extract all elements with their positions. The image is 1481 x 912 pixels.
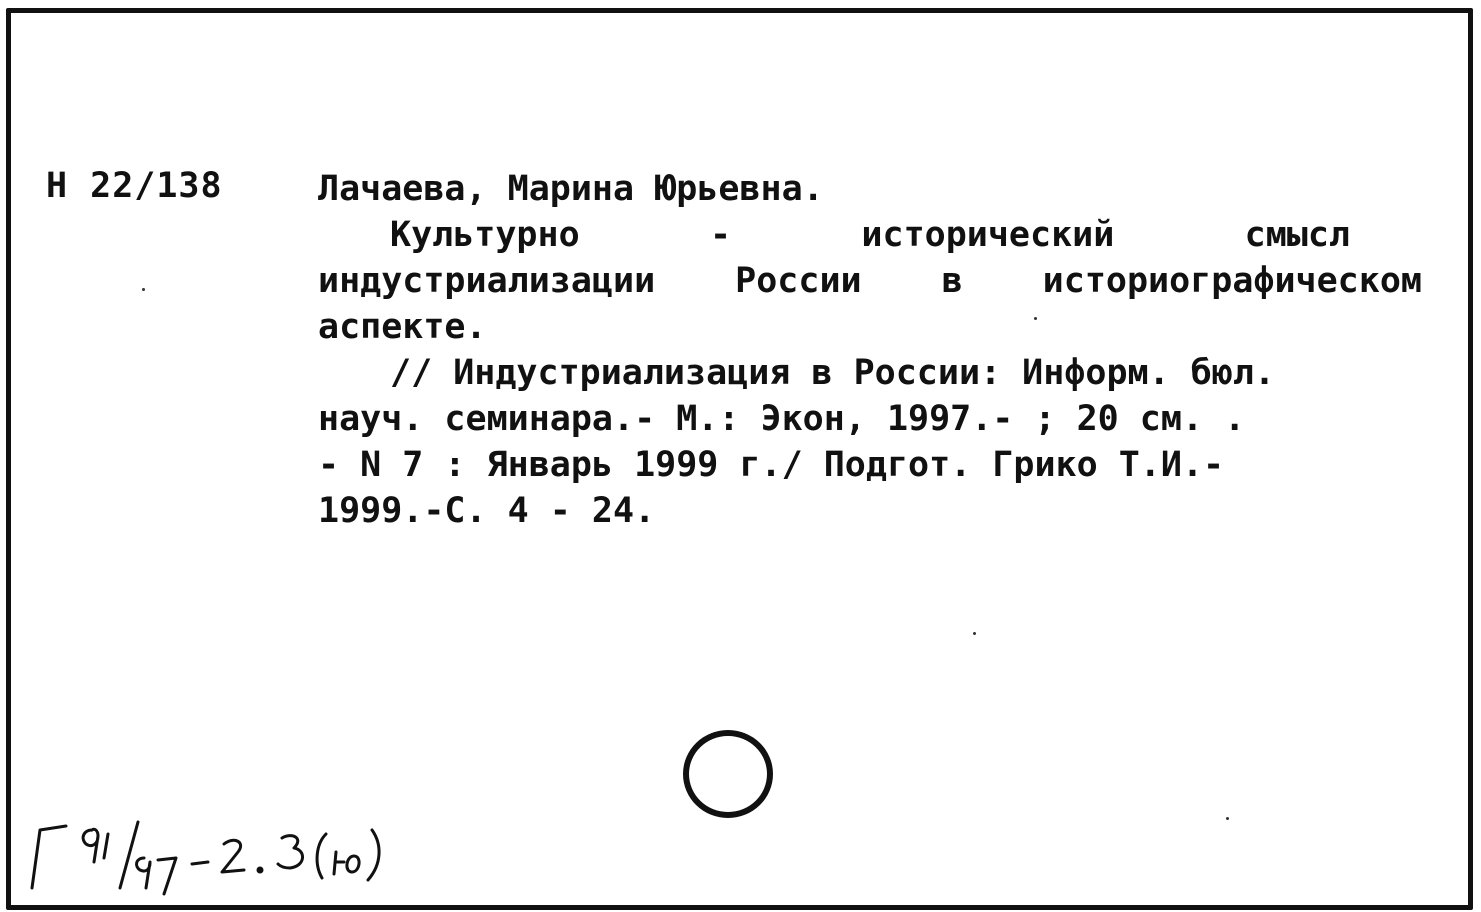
- title-word: исторический: [861, 215, 1115, 255]
- title-line-3: аспекте.: [318, 307, 487, 347]
- handwritten-note: [26, 800, 506, 900]
- title-line-2-words: [318, 258, 1422, 304]
- title-word: Культурно: [390, 215, 580, 255]
- title-word: историографическом: [1042, 261, 1422, 301]
- title-line-2: [318, 258, 1428, 304]
- author-line: Лачаева, Марина Юрьевна.: [318, 169, 824, 209]
- title-word: -: [710, 215, 732, 255]
- title-word: в: [941, 261, 963, 301]
- paper-speck: [1226, 817, 1229, 820]
- handwritten-note-drawing: [26, 800, 506, 900]
- title-word: России: [735, 261, 862, 301]
- bibliographic-entry: [318, 166, 1428, 534]
- source-line-2: науч. семинара.- М.: Экон, 1997.- ; 20 см. .: [318, 399, 1246, 439]
- title-word: индустриализации: [318, 261, 656, 301]
- title-line-1: [318, 212, 1428, 258]
- title-word: смысл: [1244, 215, 1350, 255]
- paper-speck: [973, 632, 976, 635]
- paper-speck: [1034, 317, 1037, 320]
- punch-hole: [683, 730, 773, 818]
- call-number: Н 22/138: [46, 166, 223, 206]
- title-line-1-words: [390, 212, 1350, 258]
- source-line-3: - N 7 : Январь 1999 г./ Подгот. Грико Т.И.-: [318, 445, 1225, 485]
- source-line-4: 1999.-С. 4 - 24.: [318, 491, 656, 531]
- source-line-1: // Индустриализация в России: Информ. бюл.: [390, 353, 1276, 393]
- paper-speck: [142, 288, 145, 291]
